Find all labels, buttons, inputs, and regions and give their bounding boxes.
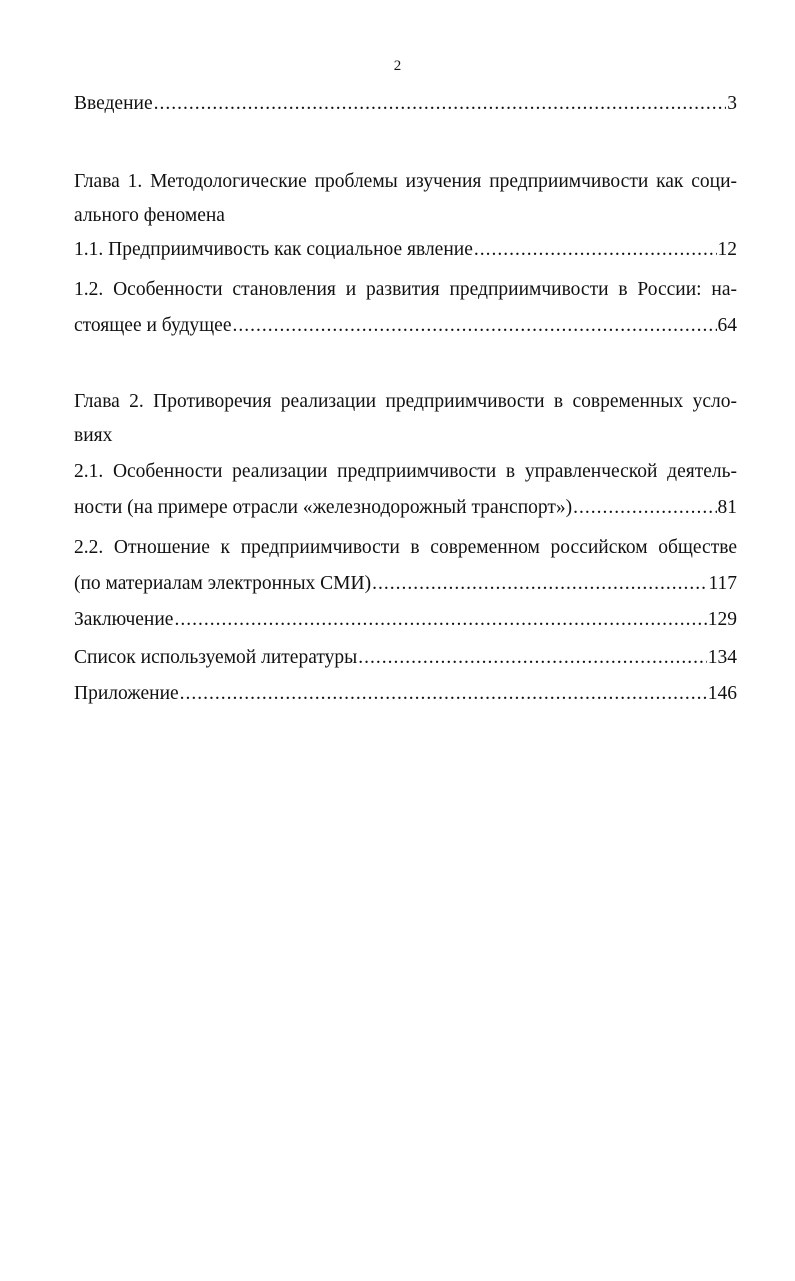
chapter-1-heading-line2: ального феномена	[74, 205, 225, 226]
toc-entry-title: 1.1. Предприимчивость как социальное явление	[74, 239, 473, 260]
dot-leader	[358, 646, 707, 670]
toc-entry-1-2	[74, 314, 737, 338]
page-number: 2	[393, 58, 402, 74]
toc-entry-title: ности (на примере отрасли «железнодорожный транспорт»)	[74, 497, 573, 518]
dot-leader	[232, 314, 716, 338]
toc-entry-intro	[74, 92, 737, 116]
toc-entry-page: 3	[727, 93, 737, 114]
toc-entry-references	[74, 646, 737, 670]
toc-entry-1-1	[74, 238, 737, 262]
toc-entry-page: 117	[708, 573, 737, 594]
dot-leader	[372, 572, 707, 596]
toc-entry-title: стоящее и будущее	[74, 315, 232, 336]
toc-entry-title: Заключение	[74, 609, 174, 630]
dot-leader	[180, 682, 707, 706]
toc-entry-title: Список используемой литературы	[74, 647, 358, 668]
chapter-2-heading-line1: Глава 2. Противоречия реализации предприимчивости в современных усло-	[74, 391, 737, 412]
toc-entry-1-2-line1: 1.2. Особенности становления и развития предприимчивости в России: на-	[74, 279, 737, 300]
toc-entry-2-1	[74, 496, 737, 520]
dot-leader	[573, 496, 716, 520]
toc-entry-conclusion	[74, 608, 737, 632]
dot-leader	[474, 238, 717, 262]
toc-entry-appendix	[74, 682, 737, 706]
toc-entry-page: 12	[717, 239, 737, 260]
toc-entry-page: 129	[707, 609, 737, 630]
toc-entry-2-2	[74, 572, 737, 596]
chapter-2-heading-line2: виях	[74, 425, 113, 446]
toc-entry-page: 134	[707, 647, 737, 668]
toc-entry-title: Приложение	[74, 683, 179, 704]
toc-entry-2-2-line1: 2.2. Отношение к предприимчивости в современном российском обществе	[74, 537, 737, 558]
chapter-1-heading-line1: Глава 1. Методологические проблемы изучения предприимчивости как соци-	[74, 171, 737, 192]
dot-leader	[154, 92, 727, 116]
dot-leader	[174, 608, 706, 632]
toc-entry-title: (по материалам электронных СМИ)	[74, 573, 372, 594]
toc-entry-page: 81	[717, 497, 737, 518]
toc-entry-2-1-line1: 2.1. Особенности реализации предприимчивости в управленческой деятель-	[74, 461, 737, 482]
toc-entry-page: 146	[707, 683, 737, 704]
toc-entry-title: Введение	[74, 93, 153, 114]
toc-entry-page: 64	[717, 315, 737, 336]
